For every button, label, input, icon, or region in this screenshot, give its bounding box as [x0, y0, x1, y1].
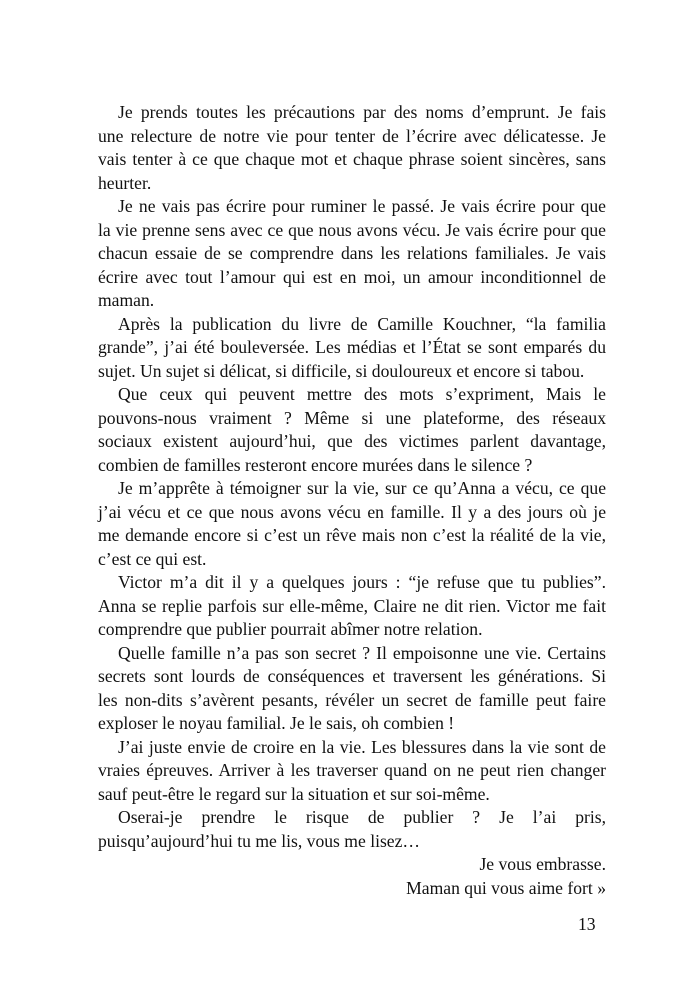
text-line: vais tenter à ce que chaque mot et chaque phrase soient sincères, sans [98, 149, 606, 169]
text-line: sauf peut-être le regard sur la situation et sur soi-même. [98, 783, 490, 804]
text-line: Que ceux qui peuvent mettre des mots s’expriment, Mais le [118, 384, 606, 404]
text-line: sujet. Un sujet si délicat, si difficile, si douloureux et encore si tabou. [98, 360, 585, 381]
text-line: les non-dits s’avèrent pesants, révéler un secret de famille peut faire [98, 689, 606, 710]
text-line: Anna se replie parfois sur elle-même, Claire ne dit rien. Victor me fait [98, 595, 606, 616]
text-line: comprendre que publier pourrait abîmer notre relation. [98, 619, 483, 639]
text-line: me demande encore si c’est un rêve mais non c’est la réalité de la vie, [98, 525, 606, 545]
paragraph [98, 101, 606, 195]
paragraph [98, 736, 606, 807]
paragraph [98, 477, 606, 571]
text-line: puisqu’aujourd’hui tu me lis, vous me lisez… [98, 830, 421, 851]
paragraph [98, 806, 606, 853]
text-line: Je prends toutes les précautions par des noms d’emprunt. Je fais [118, 102, 606, 122]
text-line: Après la publication du livre de Camille Kouchner, “la familia [118, 313, 606, 334]
body-text [98, 101, 606, 900]
signature-line: Je vous embrasse. [479, 854, 606, 874]
text-line: Quelle famille n’a pas son secret ? Il empoisonne une vie. Certains [118, 642, 606, 663]
text-line: c’est ce qui est. [98, 548, 207, 569]
page-number: 13 [578, 914, 596, 934]
text-line: grande”, j’ai été bouleversée. Les médias et l’État se sont emparés du [98, 337, 606, 357]
text-line: heurter. [98, 172, 152, 193]
text-line: exploser le noyau familial. Je le sais, oh combien ! [98, 713, 455, 733]
paragraph [98, 313, 606, 384]
text-line: Oserai-je prendre le risque de publier ? Je l’ai pris, [118, 807, 606, 827]
signature [98, 853, 606, 900]
text-line: combien de familles resteront encore murées dans le silence ? [98, 454, 533, 475]
text-line: chacun essaie de se comprendre dans les relations familiales. Je vais [98, 243, 606, 263]
text-line: une relecture de notre vie pour tenter de l’écrire avec délicatesse. Je [98, 125, 606, 146]
text-line: la vie prenne sens avec ce que nous avons vécu. Je vais écrire pour que [98, 219, 606, 240]
text-line: Victor m’a dit il y a quelques jours : “je refuse que tu publies”. [118, 572, 606, 592]
text-line: Je m’apprête à témoigner sur la vie, sur ce qu’Anna a vécu, ce que [118, 478, 606, 498]
text-line: J’ai juste envie de croire en la vie. Les blessures dans la vie sont de [118, 736, 606, 757]
text-line: écrire avec tout l’amour qui est en moi, un amour inconditionnel de [98, 266, 606, 287]
paragraph [98, 195, 606, 313]
text-line: j’ai vécu et ce que nous avons vécu en famille. Il y a des jours où je [98, 501, 606, 522]
signature-line: Maman qui vous aime fort » [406, 877, 606, 898]
paragraph [98, 383, 606, 477]
paragraph [98, 642, 606, 736]
text-line: sociaux existent aujourd’hui, que des victimes parlent davantage, [98, 431, 606, 451]
text-line: vraies épreuves. Arriver à les traverser quand on ne peut rien changer [98, 760, 606, 780]
paragraph [98, 571, 606, 642]
text-line: secrets sont lourds de conséquences et traversent les générations. Si [98, 666, 606, 686]
text-line: Je ne vais pas écrire pour ruminer le passé. Je vais écrire pour que [118, 196, 606, 216]
text-line: pouvons-nous vraiment ? Même si une plateforme, des réseaux [98, 407, 606, 428]
text-line: maman. [98, 290, 155, 310]
